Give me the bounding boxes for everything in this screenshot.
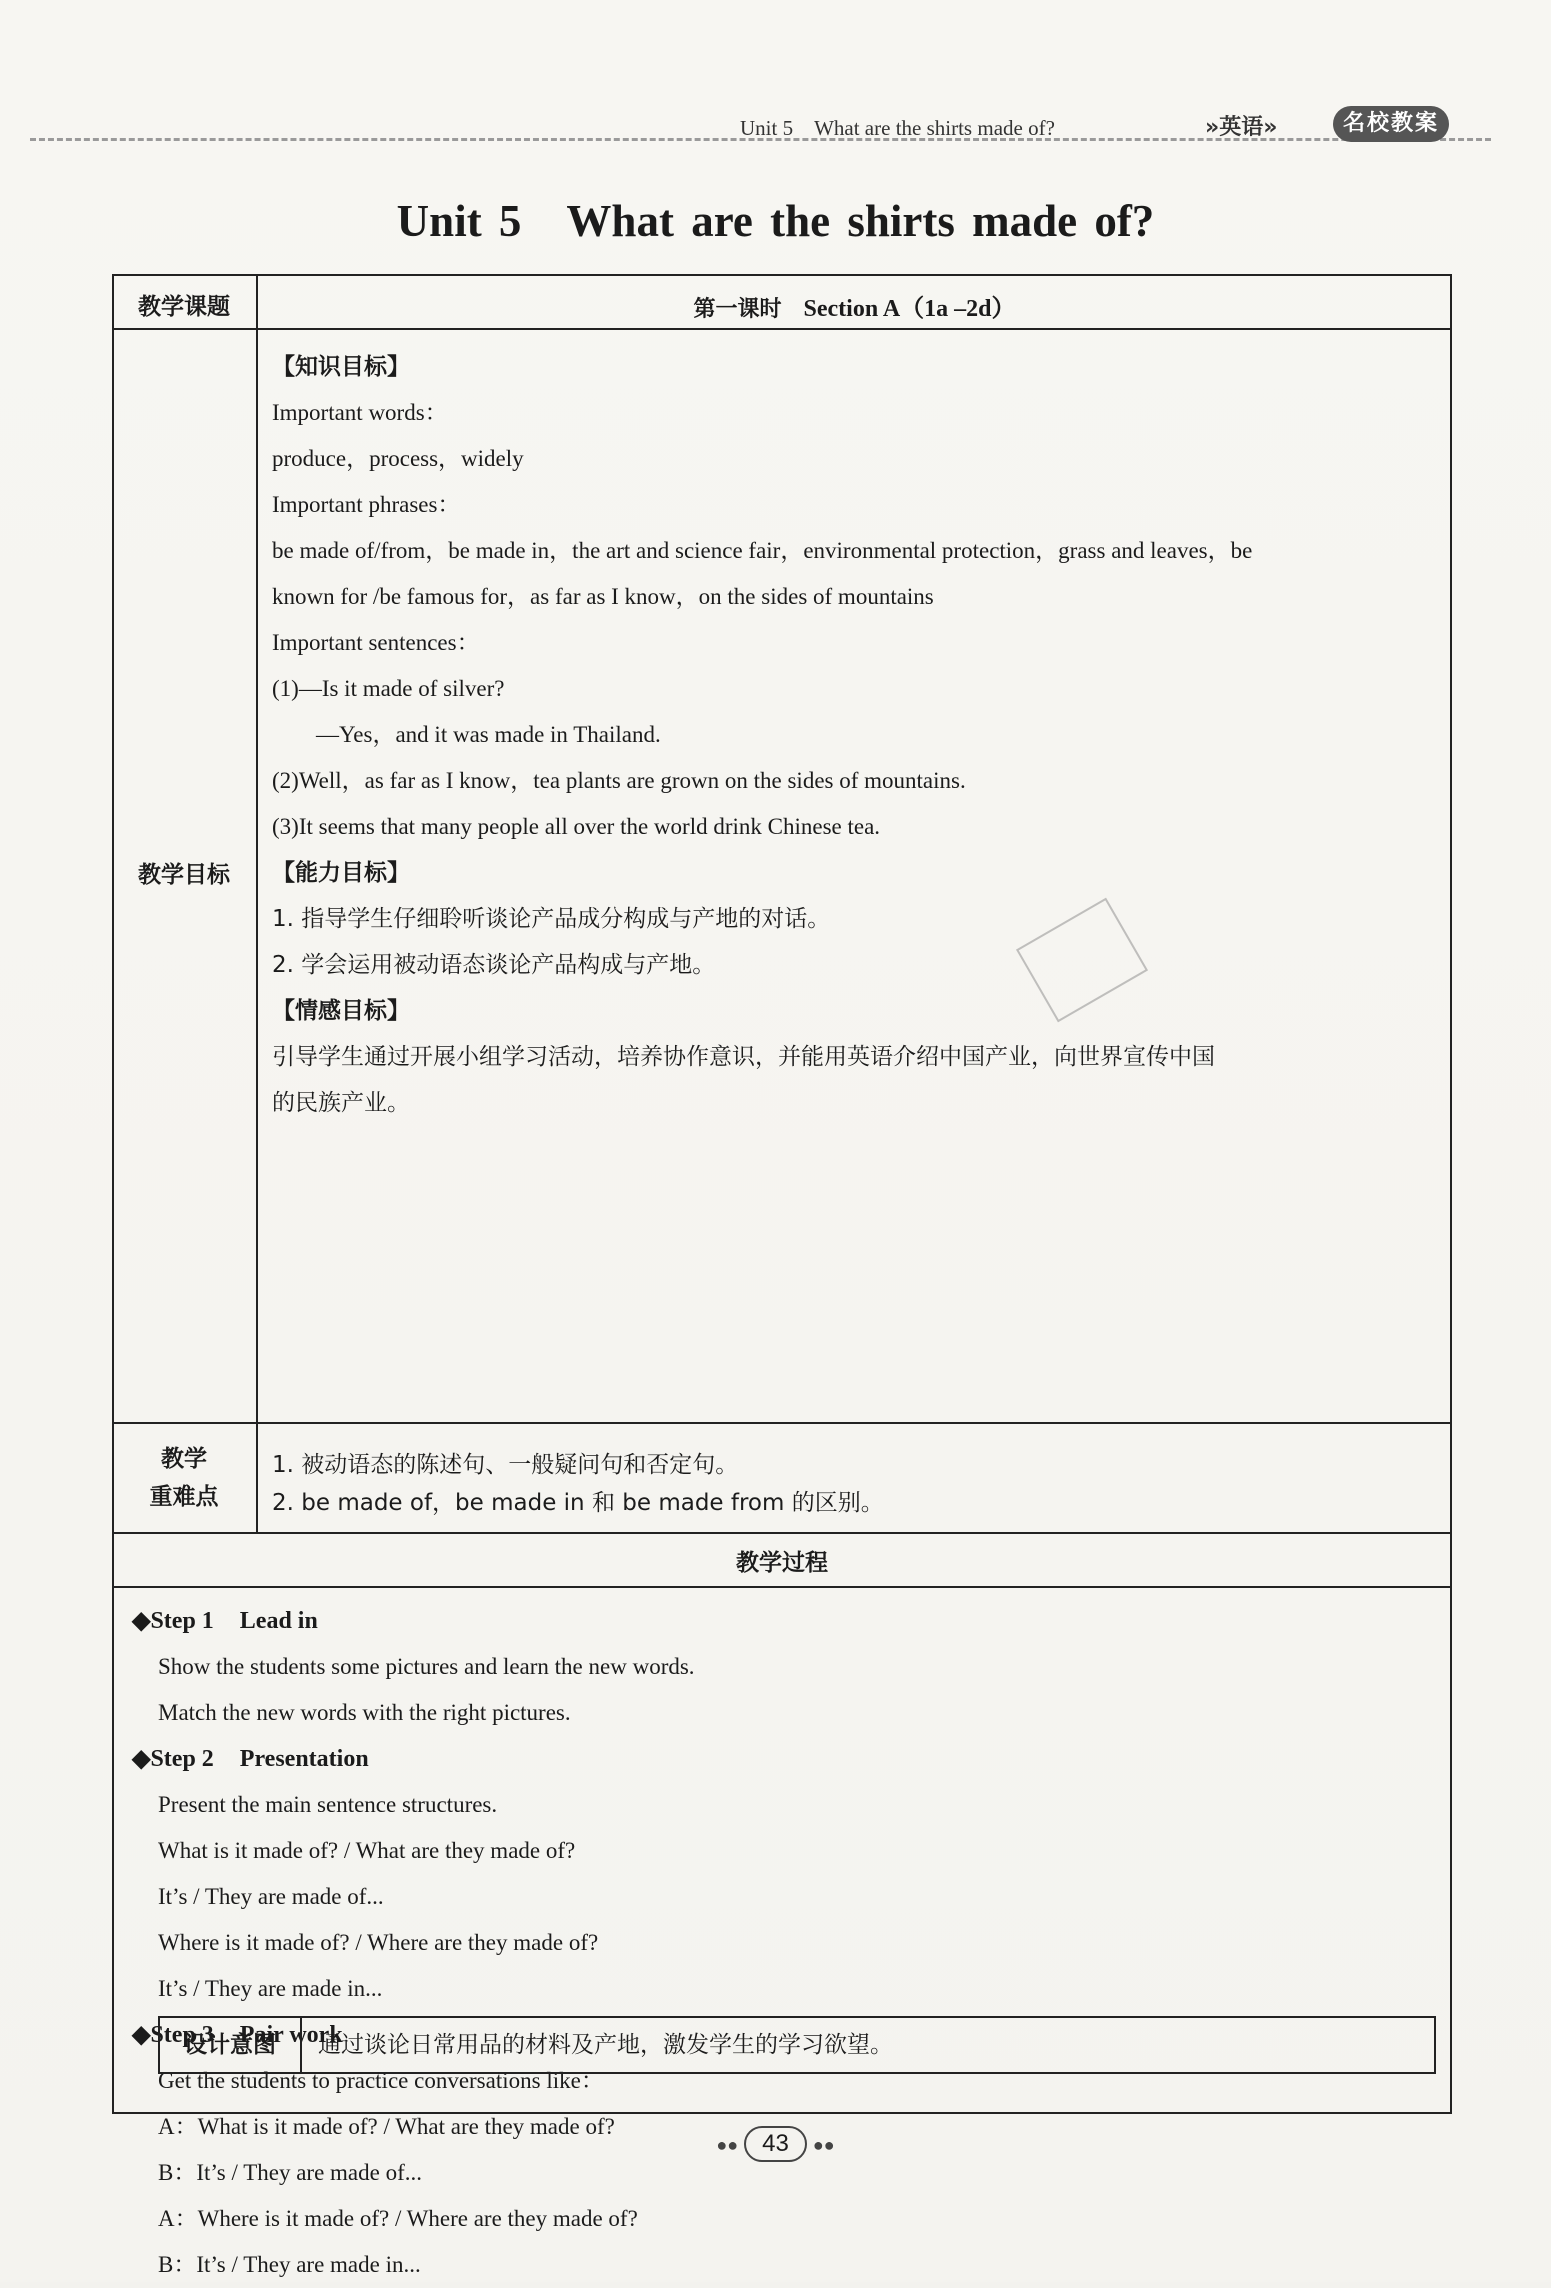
- sentence-1-question: (1)—Is it made of silver?: [272, 676, 505, 701]
- difficulty-label-line: 重难点: [149, 1484, 219, 1510]
- step-number: ◆Step 3: [132, 2022, 214, 2048]
- step-name: Presentation: [239, 1746, 369, 1772]
- ability-goal-tag: 【能力目标】: [272, 860, 410, 886]
- design-intent-text: 通过谈论日常用品的材料及产地，激发学生的学习欲望。: [318, 2032, 893, 2058]
- design-intent-label: 设计意图: [160, 2018, 302, 2072]
- step-line: Present the main sentence structures.: [158, 1792, 498, 1817]
- ability-goal-item: 1. 指导学生仔细聆听谈论产品成分构成与产地的对话。: [272, 906, 831, 932]
- emotion-goal-line: 的民族产业。: [272, 1090, 410, 1116]
- header-badge: 名校教案: [1333, 106, 1449, 142]
- difficulty-item: 1. 被动语态的陈述句、一般疑问句和否定句。: [272, 1452, 739, 1478]
- table-rule: [114, 1532, 1450, 1534]
- table-rule: [114, 1586, 1450, 1588]
- phrases-title: Important phrases：: [272, 492, 461, 517]
- sentence-1-answer: —Yes，and it was made in Thailand.: [316, 722, 661, 747]
- step-name: Pair work: [239, 2022, 343, 2048]
- important-phrases-line: known for /be famous for，as far as I know，on the sides of mountains: [272, 584, 934, 609]
- step-line: Match the new words with the right pictures.: [158, 1700, 571, 1725]
- step-number: ◆Step 1: [132, 1608, 214, 1634]
- lesson-section-title: [259, 288, 1450, 323]
- difficulty-label: [114, 1440, 254, 1516]
- difficulty-points: [272, 1446, 1432, 1522]
- header-unit-title: Unit 5 What are the shirts made of?: [740, 116, 1055, 140]
- step-line: B：It’s / They are made of...: [158, 2160, 423, 2185]
- important-words: produce，process，widely: [272, 446, 524, 471]
- knowledge-goal-tag: 【知识目标】: [272, 354, 410, 380]
- page-number: 43: [744, 2126, 807, 2162]
- running-header: [0, 108, 1551, 148]
- important-phrases-line: be made of/from，be made in，the art and science fair，environmental protection，grass and leaves，be: [272, 538, 1253, 563]
- process-heading: 教学过程: [736, 1550, 828, 1576]
- step-heading: [132, 1736, 1432, 1782]
- step-heading: [132, 1598, 1432, 1644]
- header-subject: »英语»: [1205, 115, 1278, 140]
- step-line: Where is it made of? / Where are they made of?: [158, 1930, 599, 1955]
- table-rule: [114, 328, 1450, 330]
- table-rule: [114, 1422, 1450, 1424]
- topic-label: 教学课题: [138, 294, 230, 320]
- difficulty-item: 2. be made of，be made in 和 be made from 的区别。: [272, 1490, 884, 1516]
- emotion-goal-tag: 【情感目标】: [272, 998, 410, 1024]
- emotion-goal-line: 引导学生通过开展小组学习活动，培养协作意识，并能用英语介绍中国产业，向世界宣传中国: [272, 1044, 1215, 1070]
- goals-label: 教学目标: [138, 862, 230, 888]
- page-title: Unit 5 What are the shirts made of?: [396, 196, 1155, 246]
- step-line: A：What is it made of? / What are they made of?: [158, 2114, 615, 2139]
- sentence-3: (3)It seems that many people all over the world drink Chinese tea.: [272, 814, 881, 839]
- step-number: ◆Step 2: [132, 1746, 214, 1772]
- step-line: Show the students some pictures and learn the new words.: [158, 1654, 695, 1679]
- sentence-2: (2)Well，as far as I know，tea plants are grown on the sides of mountains.: [272, 768, 966, 793]
- sentences-title: Important sentences：: [272, 630, 480, 655]
- step-line: Get the students to practice conversations like：: [158, 2068, 604, 2093]
- teaching-goals: [272, 344, 1440, 1126]
- step-line: What is it made of? / What are they made of?: [158, 1838, 576, 1863]
- step-line: It’s / They are made of...: [158, 1884, 384, 1909]
- step-line: B：It’s / They are made in...: [158, 2252, 421, 2277]
- step-name: Lead in: [239, 1608, 318, 1634]
- teaching-process: [132, 1598, 1432, 2288]
- step-line: A：Where is it made of? / Where are they made of?: [158, 2206, 638, 2231]
- lesson-section: Section A（1a –2d）: [803, 296, 1016, 322]
- difficulty-label-line: 教学: [161, 1446, 207, 1472]
- design-intent-box: [158, 2016, 1436, 2074]
- words-title: Important words：: [272, 400, 448, 425]
- step-line: It’s / They are made in...: [158, 1976, 383, 2001]
- footer-ornament: ●●: [812, 2135, 835, 2155]
- table-column-rule: [256, 276, 258, 1532]
- lesson-period: 第一课时: [693, 297, 782, 322]
- page-footer: [0, 2126, 1551, 2162]
- ability-goal-item: 2. 学会运用被动语态谈论产品构成与产地。: [272, 952, 716, 978]
- footer-ornament: ●●: [716, 2135, 739, 2155]
